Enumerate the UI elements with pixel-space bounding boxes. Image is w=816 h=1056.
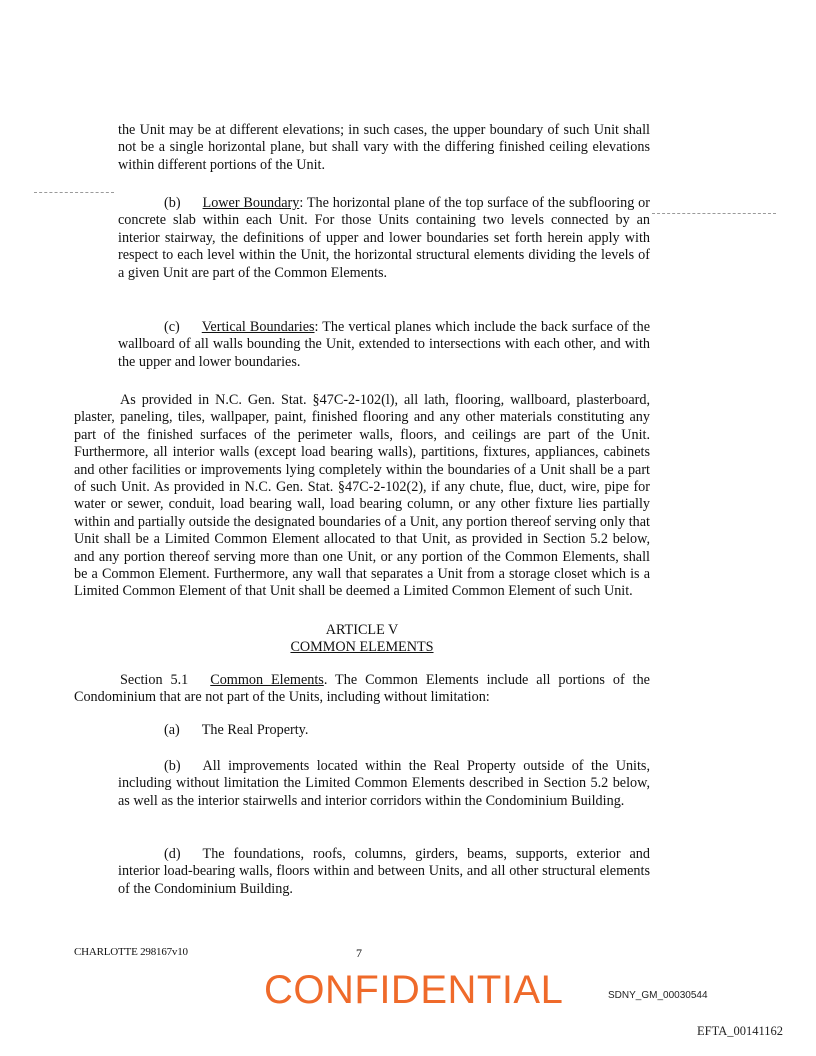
list-item-d <box>118 846 650 898</box>
item-a-label: (a) <box>164 722 180 738</box>
item-a-text: The Real Property. <box>201 722 309 738</box>
section-5-1-text: . The Common Elements include all portions of the Condominium that are not part of the Units, including without limitation: <box>74 672 650 706</box>
section-5-1-title: Common Elements <box>210 672 324 688</box>
item-d-text: The foundations, roofs, columns, girders, beams, supports, exterior and interior load-bearing walls, floors within and between Units, and all other structural elements of the Condominium Building. <box>118 846 650 897</box>
article-title: COMMON ELEMENTS <box>290 639 434 655</box>
footer-document-id: CHARLOTTE 298167v10 <box>74 946 188 958</box>
paragraph-upper-boundary-continuation: the Unit may be at different elevations; in such cases, the upper boundary of such Unit shall not be a single horizontal plane, but shall vary with the differing finished ceiling elevations within different portions of the Unit. <box>118 122 650 173</box>
article-number: ARTICLE V <box>325 622 399 638</box>
item-d-label: (d) <box>164 846 181 862</box>
paragraph-vertical-boundaries <box>118 319 650 371</box>
efta-number: EFTA_00141162 <box>697 1024 784 1038</box>
scan-artifact-dash-left <box>34 192 114 193</box>
item-b-label: (b) <box>164 758 181 774</box>
paragraph-lower-boundary <box>118 195 650 282</box>
lower-boundary-title: Lower Boundary <box>202 195 300 211</box>
bates-number: SDNY_GM_00030544 <box>608 990 708 1001</box>
section-5-1-label: Section 5.1 <box>120 672 189 688</box>
vertical-boundaries-text: : The vertical planes which include the back surface of the wallboard of all walls bounding the Unit, extended to intersections with each other, and with the upper and lower boundaries. <box>118 319 650 370</box>
paragraph-section-5-1 <box>74 672 650 707</box>
vertical-boundaries-label: (c) <box>164 319 180 335</box>
confidential-stamp: CONFIDENTIAL <box>264 968 564 1012</box>
item-b-text: All improvements located within the Real Property outside of the Units, including without limitation the Limited Common Elements described in Section 5.2 below, as well as the interior stairwells and interior corridors within the Condominium Building. <box>118 758 650 809</box>
list-item-a <box>118 722 650 739</box>
scan-artifact-dash-right <box>652 213 776 214</box>
lower-boundary-text: : The horizontal plane of the top surface of the subflooring or concrete slab within each Unit. For those Units containing two levels connected by an interior stairway, the definitions of upper and lower boundaries set forth herein apply with respect to each level within the Unit, the horizontal structural elements dividing the levels of a given Unit are part of the Common Elements. <box>118 195 651 281</box>
list-item-b <box>118 758 650 810</box>
paragraph-as-provided: As provided in N.C. Gen. Stat. §47C-2-102(l), all lath, flooring, wallboard, plasterboard, plaster, paneling, tiles, wallpaper, paint, finished flooring and any other materials constituting any part of the finished surfaces of the perimeter walls, floors, and ceilings are part of the Unit. Furthermore, all interior walls (except load bearing walls), partitions, fixtures, appliances, cabinets and other facilities or improvements lying completely within the boundaries of a Unit shall be a part of such Unit. As provided in N.C. Gen. Stat. §47C-2-102(2), if any chute, flue, duct, wire, pipe for water or sewer, conduit, load bearing wall, load bearing column, or any other fixture lies partially within and partially outside the designated boundaries of a Unit, any portion thereof serving only that Unit shall be a Limited Common Element allocated to that Unit, as provided in Section 5.2 below, and any portion thereof serving more than one Unit, or any portion of the Common Elements, shall be a Common Element. Furthermore, any wall that separates a Unit from a storage closet which is a Limited Common Element of that Unit shall be deemed a Limited Common Element of such Unit. <box>74 392 650 600</box>
footer-page-number: 7 <box>356 946 362 960</box>
vertical-boundaries-title: Vertical Boundaries <box>201 319 315 335</box>
lower-boundary-label: (b) <box>164 195 181 211</box>
